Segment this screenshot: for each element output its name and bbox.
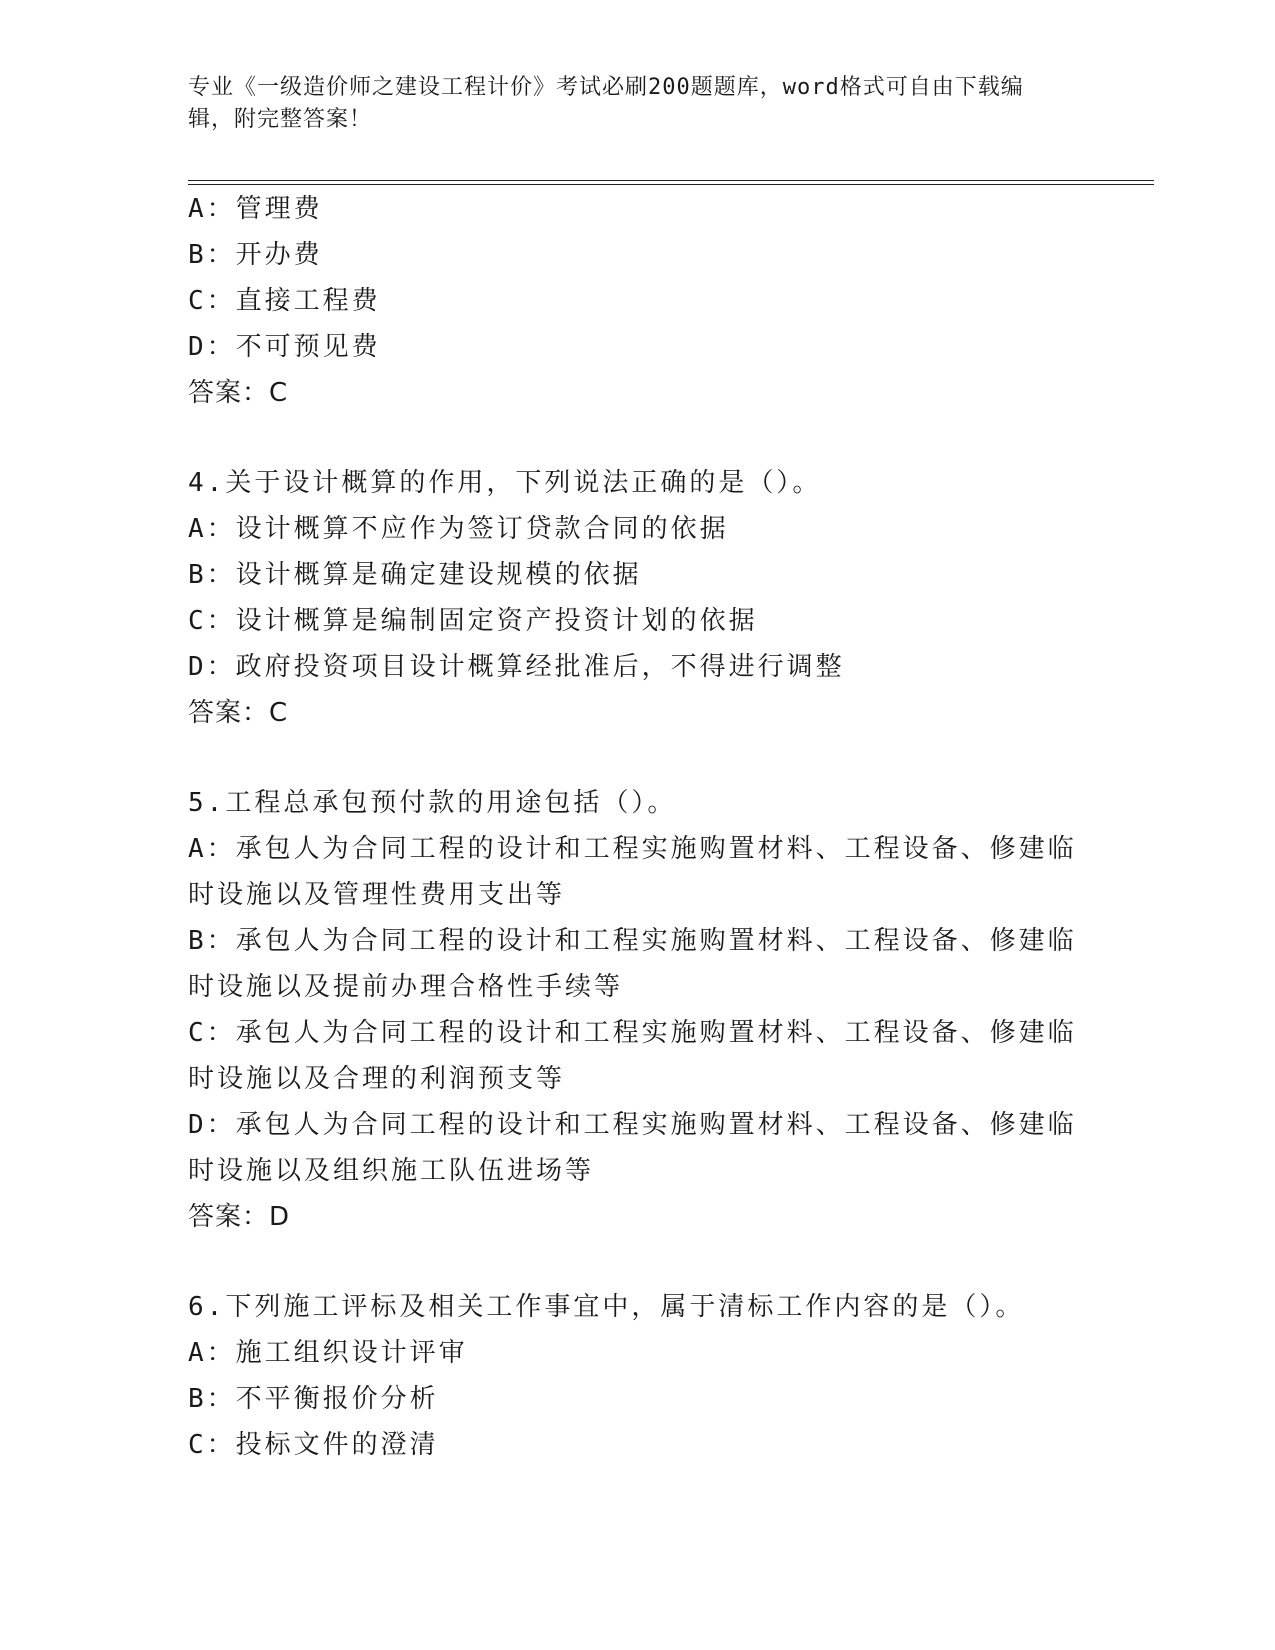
document-header [188,72,1068,136]
question-block-6 [188,1284,1088,1468]
question-number: 4. [188,468,226,498]
header-text: 专业《一级造价师之建设工程计价》考试必刷200题题库，word格式可自由下载编辑，附完整答案！ [188,75,1024,132]
answer-line: 答案：C [188,378,289,408]
question-number: 6. [188,1292,226,1322]
question-stem: 关于设计概算的作用，下列说法正确的是（）。 [225,468,822,498]
question-block-4 [188,460,1088,736]
question-number: 5. [188,788,226,818]
spacer [188,1240,1088,1284]
option-a: A：管理费 [188,194,323,224]
option-d: D：不可预见费 [188,332,381,362]
spacer [188,736,1088,780]
question-text [188,780,1088,826]
question-stem: 工程总承包预付款的用途包括（）。 [225,788,677,818]
answer-line: 答案：C [188,698,289,728]
option-c: C：设计概算是编制固定资产投资计划的依据 [188,606,758,636]
question-text [188,460,1088,506]
option-b: B：不平衡报价分析 [188,1384,439,1414]
option-a: A：设计概算不应作为签订贷款合同的依据 [188,514,729,544]
option-a: A：施工组织设计评审 [188,1338,468,1368]
question-block-3 [188,186,1088,416]
answer-line: 答案：D [188,1202,291,1232]
option-c: C：直接工程费 [188,286,381,316]
question-stem: 下列施工评标及相关工作事宜中，属于清标工作内容的是（）。 [225,1292,1025,1322]
question-list [188,186,1088,1468]
option-b: B：承包人为合同工程的设计和工程实施购置材料、工程设备、修建临时设施以及提前办理合格性手续等 [188,926,1077,1002]
option-b: B：设计概算是确定建设规模的依据 [188,560,642,590]
option-b: B：开办费 [188,240,323,270]
header-rule-top [188,180,1154,181]
question-text [188,1284,1088,1330]
question-block-5 [188,780,1088,1240]
option-d: D：政府投资项目设计概算经批准后，不得进行调整 [188,652,845,682]
spacer [188,416,1088,460]
option-d: D：承包人为合同工程的设计和工程实施购置材料、工程设备、修建临时设施以及组织施工队伍进场等 [188,1110,1077,1186]
option-c: C：承包人为合同工程的设计和工程实施购置材料、工程设备、修建临时设施以及合理的利润预支等 [188,1018,1077,1094]
option-c: C：投标文件的澄清 [188,1430,439,1460]
option-a: A：承包人为合同工程的设计和工程实施购置材料、工程设备、修建临时设施以及管理性费用支出等 [188,834,1077,910]
header-rule-bottom [188,184,1154,185]
